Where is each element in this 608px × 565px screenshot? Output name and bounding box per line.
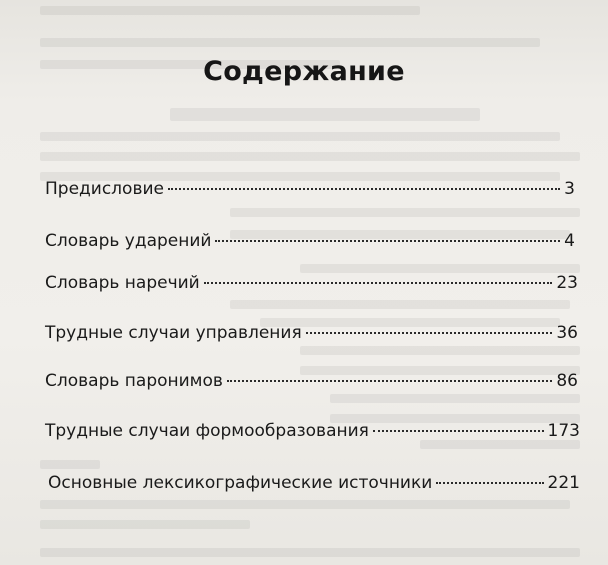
toc-dot-leader — [168, 188, 560, 190]
toc-entry-preface[interactable] — [45, 178, 575, 200]
toc-page-number: 4 — [564, 231, 575, 251]
toc-entry-label: Словарь паронимов — [45, 371, 223, 391]
toc-entry-lexicographic-sources[interactable] — [48, 472, 580, 494]
toc-entry-label: Словарь ударений — [45, 231, 212, 251]
toc-page-number: 173 — [547, 421, 580, 441]
toc-dot-leader — [204, 282, 553, 284]
toc-entry-government-cases[interactable] — [45, 322, 578, 344]
toc-page-number: 86 — [556, 371, 578, 391]
toc-dot-leader — [215, 240, 560, 242]
toc-page-number: 221 — [547, 473, 580, 493]
page-title: Содержание — [203, 56, 405, 87]
toc-dot-leader — [227, 380, 552, 382]
toc-page-number: 3 — [564, 179, 575, 199]
toc-entry-adverbs-dictionary[interactable] — [45, 272, 578, 294]
toc-entry-paronyms-dictionary[interactable] — [45, 370, 578, 392]
toc-entry-label: Трудные случаи формообразования — [45, 421, 369, 441]
toc-entry-form-formation-cases[interactable] — [45, 420, 580, 442]
toc-entry-label: Основные лексикографические источники — [48, 473, 433, 493]
toc-dot-leader — [373, 430, 544, 432]
toc-dot-leader — [306, 332, 553, 334]
toc-dot-leader — [436, 482, 543, 484]
toc-entry-label: Словарь наречий — [45, 273, 200, 293]
toc-page-number: 36 — [556, 323, 578, 343]
toc-entry-label: Трудные случаи управления — [45, 323, 302, 343]
toc-entry-label: Предисловие — [45, 179, 164, 199]
toc-page-number: 23 — [556, 273, 578, 293]
toc-entry-stress-dictionary[interactable] — [45, 230, 575, 252]
